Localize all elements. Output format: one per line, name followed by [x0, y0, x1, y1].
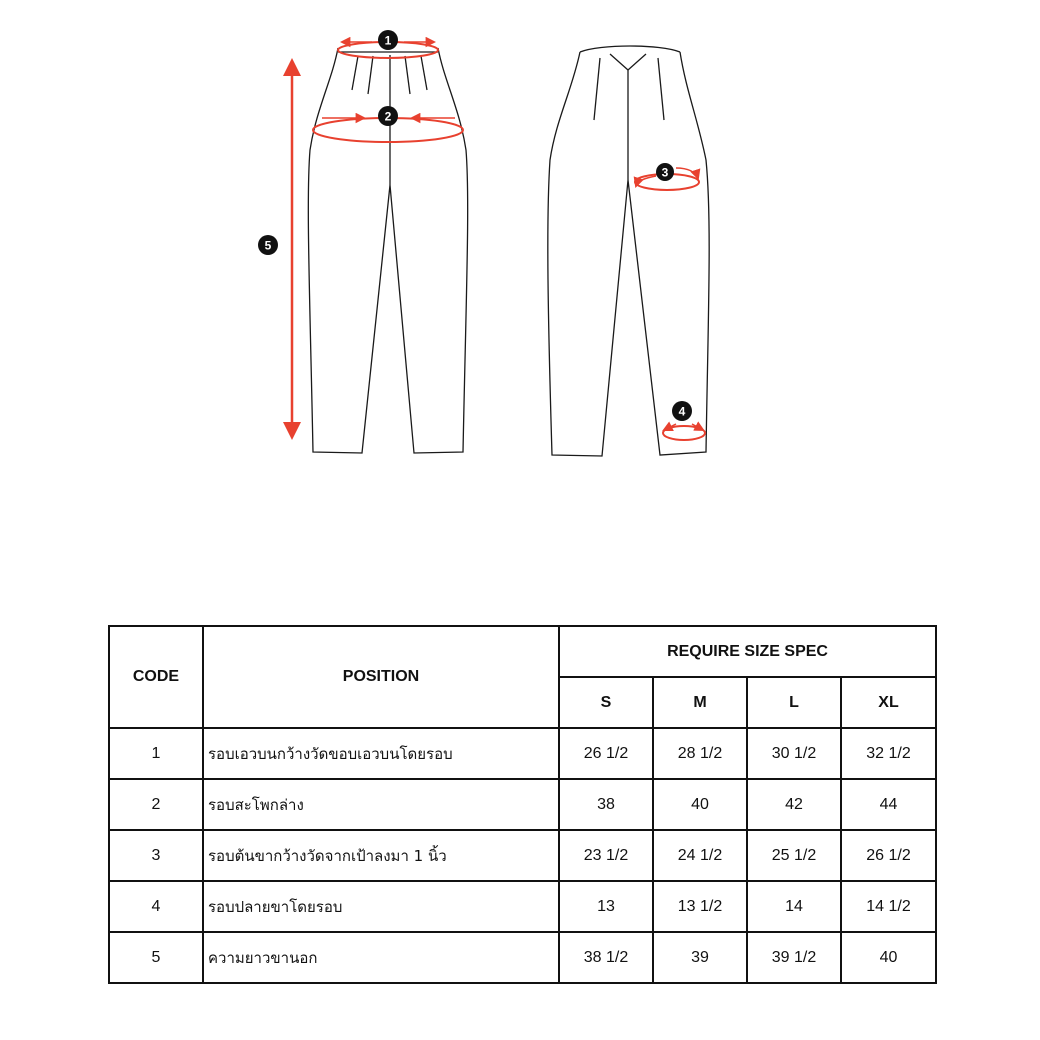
- marker-5-label: 5: [264, 238, 272, 253]
- row-code: 3: [109, 830, 203, 881]
- table-row: [109, 881, 936, 932]
- header-size-xl: XL: [841, 677, 936, 728]
- header-size-m: M: [653, 677, 747, 728]
- header-size-s: S: [559, 677, 653, 728]
- cell-s: 23 1/2: [559, 830, 653, 881]
- measurement-5-length: [258, 58, 301, 440]
- cell-l: 30 1/2: [747, 728, 841, 779]
- marker-3-label: 3: [661, 165, 669, 180]
- measurement-3-thigh: [635, 163, 699, 190]
- cell-m: 39: [653, 932, 747, 983]
- header-code: CODE: [109, 626, 203, 728]
- cell-s: 38 1/2: [559, 932, 653, 983]
- cell-s: 38: [559, 779, 653, 830]
- cell-xl: 26 1/2: [841, 830, 936, 881]
- table-row: [109, 779, 936, 830]
- row-position: ความยาวขานอก: [203, 932, 559, 983]
- row-code: 2: [109, 779, 203, 830]
- measurement-2-hip: [313, 106, 463, 142]
- marker-1-label: 1: [384, 33, 392, 48]
- table-row: [109, 830, 936, 881]
- cell-s: 13: [559, 881, 653, 932]
- row-position: รอบสะโพกล่าง: [203, 779, 559, 830]
- cell-xl: 40: [841, 932, 936, 983]
- marker-2-label: 2: [384, 109, 392, 124]
- measurement-1-waist: [338, 30, 438, 58]
- row-code: 5: [109, 932, 203, 983]
- cell-l: 14: [747, 881, 841, 932]
- back-pants-outline: [548, 46, 709, 456]
- header-size-l: L: [747, 677, 841, 728]
- cell-l: 39 1/2: [747, 932, 841, 983]
- cell-m: 28 1/2: [653, 728, 747, 779]
- cell-xl: 32 1/2: [841, 728, 936, 779]
- row-position: รอบต้นขากว้างวัดจากเป้าลงมา 1 นิ้ว: [203, 830, 559, 881]
- cell-xl: 14 1/2: [841, 881, 936, 932]
- cell-s: 26 1/2: [559, 728, 653, 779]
- row-code: 1: [109, 728, 203, 779]
- table-row: [109, 932, 936, 983]
- row-position: รอบปลายขาโดยรอบ: [203, 881, 559, 932]
- size-spec-table: [108, 625, 937, 984]
- measurement-4-hem: [663, 401, 705, 440]
- cell-xl: 44: [841, 779, 936, 830]
- cell-l: 42: [747, 779, 841, 830]
- cell-m: 40: [653, 779, 747, 830]
- header-require-size-spec: REQUIRE SIZE SPEC: [559, 626, 936, 677]
- marker-4-label: 4: [678, 404, 686, 419]
- header-position: POSITION: [203, 626, 559, 728]
- row-position: รอบเอวบนกว้างวัดขอบเอวบนโดยรอบ: [203, 728, 559, 779]
- cell-m: 13 1/2: [653, 881, 747, 932]
- cell-m: 24 1/2: [653, 830, 747, 881]
- cell-l: 25 1/2: [747, 830, 841, 881]
- row-code: 4: [109, 881, 203, 932]
- table-row: [109, 728, 936, 779]
